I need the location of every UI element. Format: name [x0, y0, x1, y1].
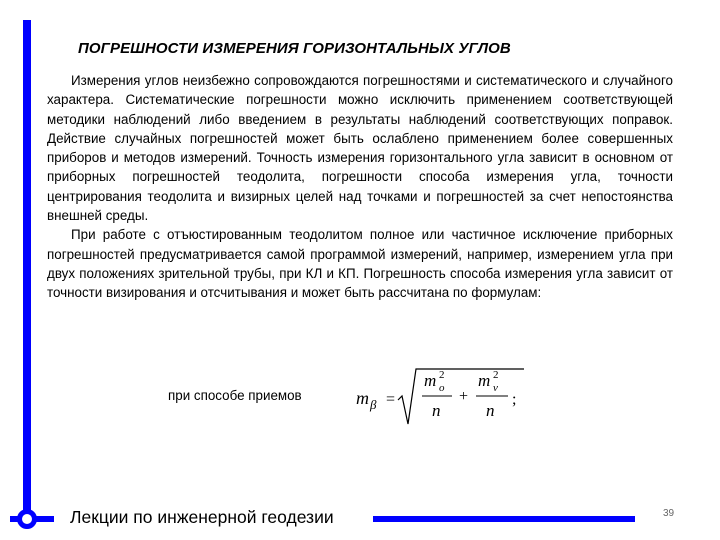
- page-number: 39: [663, 508, 675, 519]
- footer-accent-bar-right: [373, 516, 635, 522]
- slide-title: ПОГРЕШНОСТИ ИЗМЕРЕНИЯ ГОРИЗОНТАЛЬНЫХ УГЛОВ: [78, 40, 511, 57]
- paragraph-1: Измерения углов неизбежно сопровождаются погрешностями и систематического и случайного характера. Систематические погрешности можно исключить применением соответствующей методики наблюдений либо введением в результаты наблюдений соответствующих поправок. Действие случайных погрешностей может быть ослаблено применением более совершенных приборов и методов измерений. Точность измерения горизонтального угла зависит в основном от приборных погрешностей теодолита, погрешности способа измерения угла, точности центрирования теодолита и визирных целей над точками и погрешностей за счет непостоянства внешней среды.: [47, 73, 673, 224]
- formula-lhs-sub: β: [370, 397, 377, 412]
- numerator-1-sup: 2: [439, 369, 445, 381]
- denominator-1: n: [432, 401, 441, 420]
- method-label: при способе приемов: [168, 388, 302, 403]
- formula-terminator: ;: [512, 391, 517, 408]
- denominator-2: n: [486, 401, 495, 420]
- numerator-2-base: m: [478, 371, 491, 390]
- numerator-2-sub: v: [493, 382, 498, 394]
- body-text: [47, 71, 673, 303]
- formula-lhs: m: [356, 388, 369, 408]
- formula: [352, 364, 532, 434]
- footer-title: Лекции по инженерной геодезии: [70, 507, 334, 527]
- formula-equals: =: [386, 391, 396, 408]
- ring-ornament-icon: [17, 509, 37, 529]
- numerator-1-sub: o: [439, 382, 445, 394]
- formula-plus: +: [459, 388, 469, 405]
- numerator-2-sup: 2: [493, 369, 499, 381]
- paragraph-2: При работе с отъюстированным теодолитом полное или частичное исключение приборных погрешностей предусматривается самой программой измерений, например, измерением угла при двух положениях зрительной трубы, при КЛ и КП. Погрешность способа измерения угла зависит от точности визирования и отсчитывания и может быть рассчитана по формулам:: [47, 227, 673, 301]
- left-vertical-accent-bar: [23, 20, 31, 518]
- numerator-1-base: m: [424, 371, 437, 390]
